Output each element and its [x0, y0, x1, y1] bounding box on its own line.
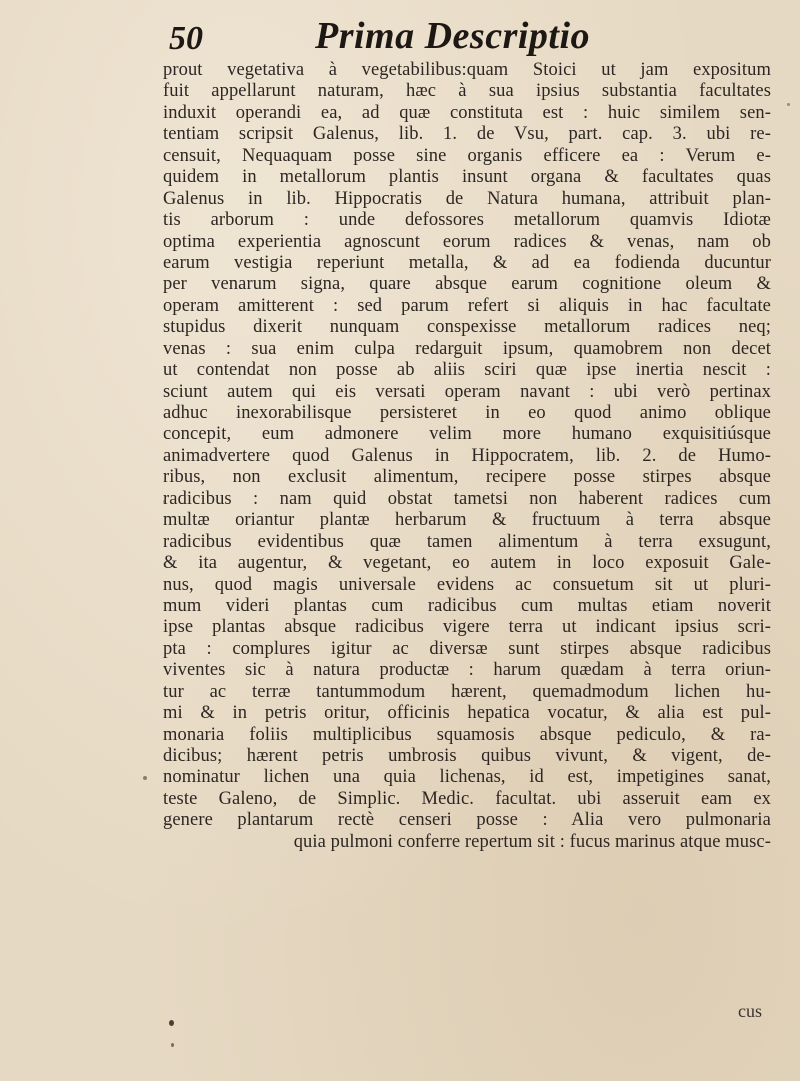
ink-spot [169, 1020, 174, 1026]
catchword: cus [738, 1001, 762, 1021]
text-line: radicibus : nam quid obstat tametsi non haberent radices cum [163, 488, 771, 509]
text-line: animadvertere quod Galenus in Hippocratem, lib. 2. de Humo- [163, 445, 771, 466]
text-line: nus, quod magis universale evidens ac consuetum sit ut pluri- [163, 574, 771, 595]
text-line: stupidus dixerit nunquam conspexisse metallorum radices neq; [163, 317, 771, 338]
running-title: Prima Descriptio [315, 15, 591, 57]
text-line: quidem in metallorum plantis insunt organa & facultates quas [163, 167, 771, 188]
text-line: Galenus in lib. Hippocratis de Natura humana, attribuit plan- [163, 188, 771, 209]
text-line: viventes sic à natura productæ : harum quædam à terra oriun- [163, 660, 771, 681]
text-line: pta : complures igitur ac diversæ sunt stirpes absque radicibus [163, 638, 771, 659]
text-line: venas : sua enim culpa redarguit ipsum, quamobrem non decet [163, 338, 771, 359]
text-line: genere plantarum rectè censeri posse : Alia vero pulmonaria [163, 810, 771, 831]
ink-spot [787, 103, 790, 106]
text-line: tentiam scripsit Galenus, lib. 1. de Vsu, part. cap. 3. ubi re- [163, 124, 771, 145]
text-line: quia pulmoni conferre repertum sit : fucus marinus atque musc- [293, 831, 771, 852]
text-line: nominatur lichen una quia lichenas, id est, impetigines sanat, [163, 767, 771, 788]
text-line: sciunt autem qui eis versati operam navant : ubi verò pertinax [163, 381, 771, 402]
text-line: ut contendat non posse ab aliis sciri quæ ipse inertia nescit : [163, 360, 771, 381]
text-line: teste Galeno, de Simplic. Medic. facultat. ubi asseruit eam ex [163, 788, 771, 809]
text-line: concepit, eum admonere velim more humano exquisitiúsque [163, 424, 771, 445]
page-header [165, 14, 625, 64]
text-line: earum vestigia reperiunt metalla, & ad ea fodienda ducuntur [163, 252, 771, 273]
text-line: mi & in petris oritur, officinis hepatica vocatur, & alia est pul- [163, 703, 771, 724]
text-line: adhuc inexorabilisque persisteret in eo quod animo oblique [163, 403, 771, 423]
text-line: per venarum signa, quare absque earum cognitione oleum & [163, 274, 771, 295]
text-line: fuit appellarunt naturam, hæc à sua ipsius substantia facultates [163, 81, 771, 102]
text-line: prout vegetativa à vegetabilibus:quam Stoici ut jam expositum [163, 60, 771, 80]
text-line: dicibus; hærent petris umbrosis quibus vivunt, & vigent, de- [163, 746, 771, 766]
text-line: optima experientia agnoscunt eorum radices & venas, nam ob [163, 231, 771, 252]
text-line: operam amitterent : sed parum refert si aliquis in hac facultate [163, 295, 771, 316]
page-number: 50 [169, 20, 203, 57]
text-line: ribus, non exclusit alimentum, recipere posse stirpes absque [163, 467, 771, 488]
body-text [163, 60, 771, 853]
text-line: & ita augentur, & vegetant, eo autem in loco exposuit Gale- [163, 553, 771, 574]
text-line: ipse plantas absque radicibus vigere terra ut indicant ipsius scri- [163, 617, 771, 638]
ink-spot [171, 1043, 174, 1047]
text-line: multæ oriantur plantæ herbarum & fructuum à terra absque [163, 510, 771, 531]
text-line: radicibus evidentibus quæ tamen alimentum à terra exsugunt, [163, 531, 771, 552]
text-line: induxit operandi ea, ad quæ constituta est : huic similem sen- [163, 102, 771, 123]
text-line: mum videri plantas cum radicibus cum multas etiam noverit [163, 595, 771, 616]
text-line: tur ac terræ tantummodum hærent, quemadmodum lichen hu- [163, 681, 771, 702]
text-line: monaria foliis multiplicibus squamosis absque pediculo, & ra- [163, 724, 771, 745]
text-line: censuit, Nequaquam posse sine organis efficere ea : Verum e- [163, 145, 771, 166]
ink-spot [163, 500, 165, 503]
text-line: tis arborum : unde defossores metallorum quamvis Idiotæ [163, 210, 771, 231]
ink-spot [143, 776, 147, 780]
